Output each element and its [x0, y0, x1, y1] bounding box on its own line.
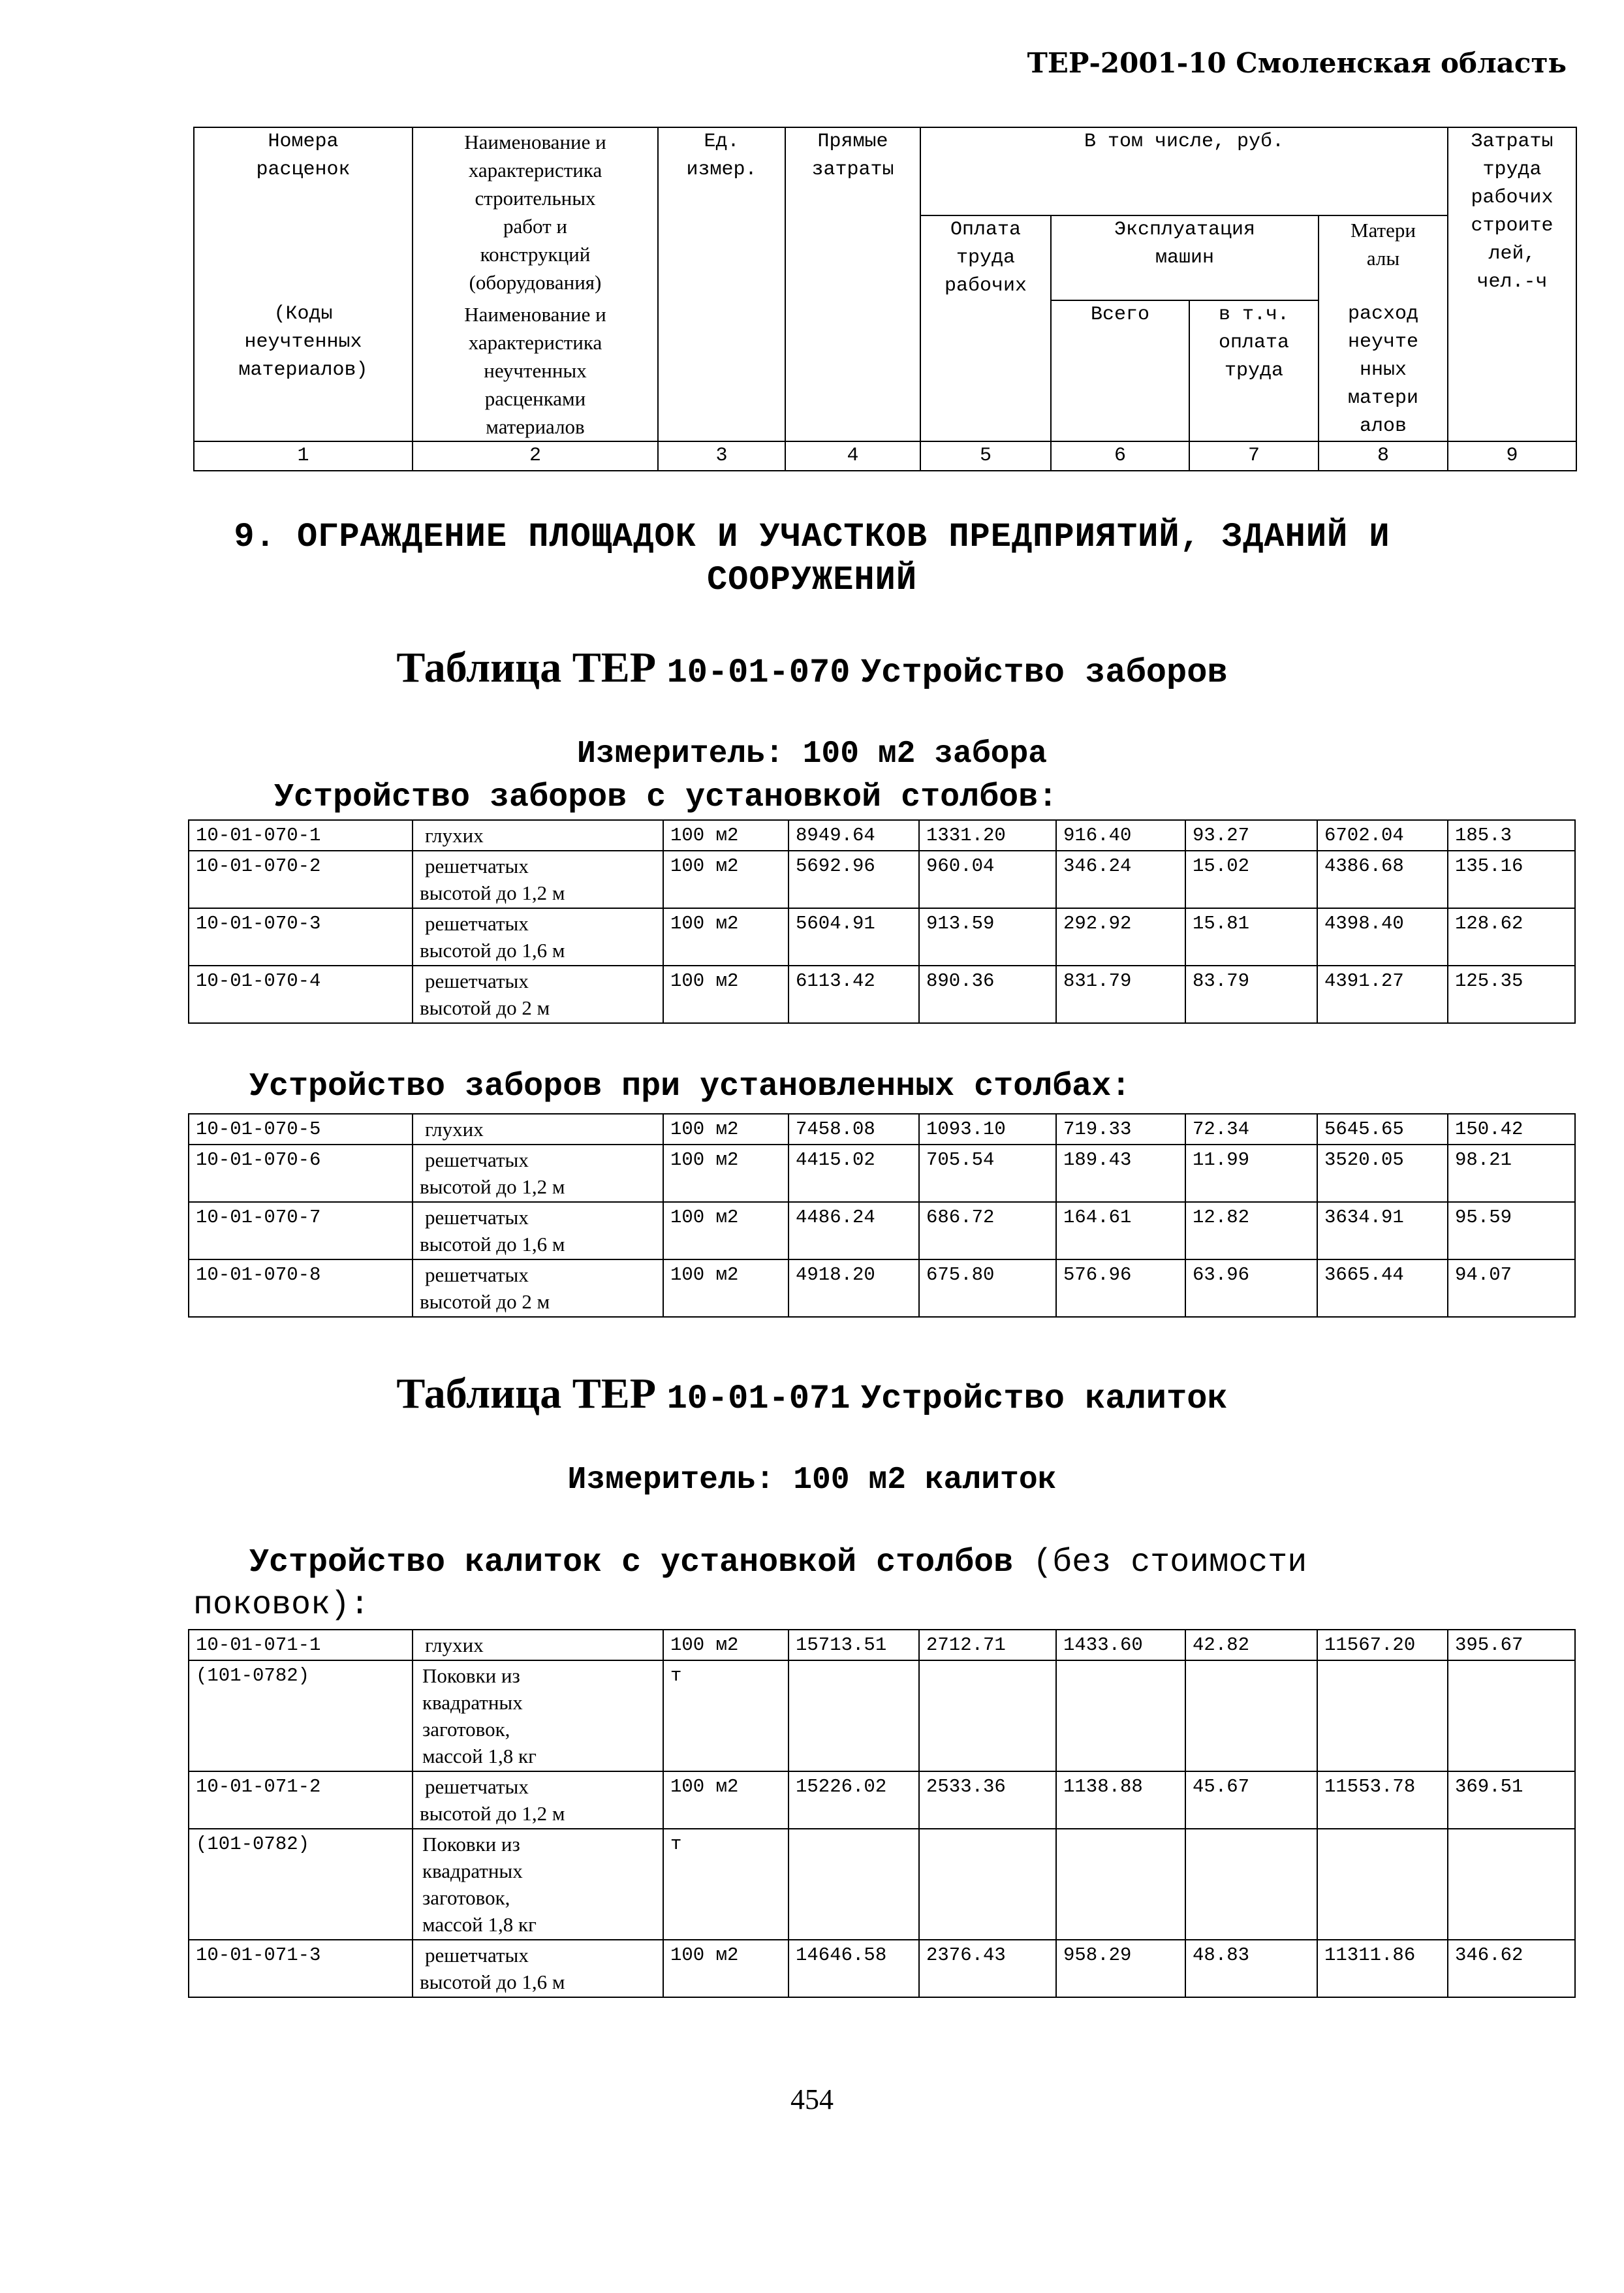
- column-number: 4: [785, 441, 920, 471]
- cell-code: 10-01-070-4: [189, 966, 413, 1023]
- column-number: 1: [194, 441, 413, 471]
- cell-unit: 100 м2: [663, 1114, 789, 1145]
- table-070-prefix: Таблица ТЕР: [396, 644, 657, 691]
- cell-unit: 100 м2: [663, 1145, 789, 1202]
- cell-name: [413, 1771, 663, 1829]
- header-line: неучтенных: [244, 331, 362, 353]
- header-line: характеристика: [468, 159, 602, 182]
- column-number: 2: [413, 441, 658, 471]
- cell-code: (101-0782): [189, 1660, 413, 1771]
- table-071-group-title: [249, 1544, 1307, 1581]
- name-line: решетчатых: [425, 855, 529, 878]
- cell-unit: 100 м2: [663, 1771, 789, 1829]
- cell-labor: 1093.10: [919, 1114, 1056, 1145]
- table-row: [189, 1259, 1575, 1317]
- name-line: квадратных: [422, 1691, 523, 1714]
- name-line: решетчатых: [425, 1775, 529, 1798]
- cell-name: [413, 908, 663, 966]
- name-line: глухих: [425, 824, 484, 847]
- cell-name: [413, 1202, 663, 1259]
- name-line: решетчатых: [425, 1206, 529, 1229]
- name-line: решетчатых: [425, 1944, 529, 1967]
- header-line: Наименование и: [464, 303, 606, 326]
- table-071-prefix: Таблица ТЕР: [396, 1370, 657, 1417]
- header-line: расход: [1347, 303, 1419, 325]
- cell-mat: 4398.40: [1317, 908, 1448, 966]
- cell-mach-labor: 45.67: [1185, 1771, 1317, 1829]
- table-071-group-title-rest: (без стоимости: [1013, 1544, 1307, 1581]
- cell-mach: [1056, 1660, 1185, 1771]
- cell-mach-labor: 93.27: [1185, 820, 1317, 851]
- header-line: строите: [1471, 215, 1554, 237]
- cell-labor: 1331.20: [919, 820, 1056, 851]
- cell-code: 10-01-070-6: [189, 1145, 413, 1202]
- column-number: 9: [1448, 441, 1576, 471]
- cell-name: [413, 851, 663, 908]
- cell-mach-labor: 11.99: [1185, 1145, 1317, 1202]
- cell-mach: 1138.88: [1056, 1771, 1185, 1829]
- cell-hours: 346.62: [1448, 1940, 1575, 1997]
- col2-bottom-header: [413, 300, 658, 441]
- cell-direct: 15713.51: [789, 1630, 919, 1660]
- table-071-meter: Измеритель: 100 м2 калиток: [567, 1463, 1057, 1498]
- header-line: Затраты: [1471, 131, 1554, 153]
- header-line: расценок: [256, 159, 351, 181]
- cell-hours: 150.42: [1448, 1114, 1575, 1145]
- table-070-group1: [188, 819, 1576, 1024]
- header-line: рабочих: [944, 275, 1027, 297]
- column-header-table: [193, 127, 1577, 471]
- cell-direct: 15226.02: [789, 1771, 919, 1829]
- exploit-header: [1051, 215, 1319, 300]
- cell-unit: 100 м2: [663, 1259, 789, 1317]
- header-line: алы: [1366, 247, 1400, 270]
- table-row: [189, 1630, 1575, 1660]
- column-number: 6: [1051, 441, 1189, 471]
- name-line: высотой до 1,2 м: [420, 1175, 565, 1198]
- cell-hours: 369.51: [1448, 1771, 1575, 1829]
- cell-hours: 135.16: [1448, 851, 1575, 908]
- cell-labor: 2376.43: [919, 1940, 1056, 1997]
- cell-labor: 913.59: [919, 908, 1056, 966]
- header-line: матери: [1347, 387, 1419, 409]
- cell-labor: 2712.71: [919, 1630, 1056, 1660]
- cell-direct: 4918.20: [789, 1259, 919, 1317]
- cell-name: [413, 1630, 663, 1660]
- col4-header: [785, 127, 920, 441]
- header-line: Оплата: [950, 219, 1022, 241]
- cell-code: 10-01-070-5: [189, 1114, 413, 1145]
- cell-mach: [1056, 1829, 1185, 1940]
- header-line: строительных: [475, 187, 596, 210]
- header-line: в т.ч.: [1218, 304, 1290, 326]
- table-071-title: [0, 1369, 1624, 1419]
- table-071-desc: Устройство калиток: [860, 1380, 1228, 1418]
- cell-mach-labor: 83.79: [1185, 966, 1317, 1023]
- cell-mat: 3634.91: [1317, 1202, 1448, 1259]
- cell-hours: 395.67: [1448, 1630, 1575, 1660]
- table-row: [189, 1660, 1575, 1771]
- cell-mat: 4386.68: [1317, 851, 1448, 908]
- cell-name: [413, 1660, 663, 1771]
- cell-unit: 100 м2: [663, 1630, 789, 1660]
- cell-mach: 346.24: [1056, 851, 1185, 908]
- cell-direct: [789, 1829, 919, 1940]
- table-071-group-title-line2-text: поковок):: [193, 1587, 370, 1624]
- cell-direct: 5692.96: [789, 851, 919, 908]
- column-number: 7: [1189, 441, 1319, 471]
- cell-mat: [1317, 1660, 1448, 1771]
- header-line: алов: [1359, 415, 1407, 437]
- cell-hours: [1448, 1660, 1575, 1771]
- name-line: решетчатых: [425, 912, 529, 935]
- col9-header: [1448, 127, 1576, 441]
- cell-code: 10-01-071-3: [189, 1940, 413, 1997]
- cell-mach: 719.33: [1056, 1114, 1185, 1145]
- cell-direct: 14646.58: [789, 1940, 919, 1997]
- column-number: 8: [1319, 441, 1448, 471]
- table-row: [189, 1771, 1575, 1829]
- cell-mat: 4391.27: [1317, 966, 1448, 1023]
- col5-header: [920, 215, 1051, 441]
- name-line: высотой до 1,2 м: [420, 881, 565, 904]
- cell-labor: 686.72: [919, 1202, 1056, 1259]
- header-line: нных: [1359, 359, 1407, 381]
- cell-mach: 1433.60: [1056, 1630, 1185, 1660]
- cell-labor: [919, 1660, 1056, 1771]
- section-title-line2: СООРУЖЕНИЙ: [706, 561, 918, 599]
- header-line: работ и: [503, 215, 567, 238]
- cell-unit: 100 м2: [663, 908, 789, 966]
- cell-code: 10-01-070-2: [189, 851, 413, 908]
- cell-mat: 3665.44: [1317, 1259, 1448, 1317]
- header-line: (Коды: [273, 303, 333, 325]
- name-line: решетчатых: [425, 1148, 529, 1171]
- name-line: высотой до 1,6 м: [420, 1970, 565, 1993]
- column-number: 3: [658, 441, 785, 471]
- cell-unit: 100 м2: [663, 820, 789, 851]
- cell-mat: [1317, 1829, 1448, 1940]
- cell-hours: 98.21: [1448, 1145, 1575, 1202]
- section-title: [0, 516, 1624, 602]
- table-070-meter: Измеритель: 100 м2 забора: [576, 736, 1048, 772]
- header-line: (оборудования): [469, 271, 602, 294]
- name-line: заготовок,: [422, 1886, 510, 1909]
- col1-top-header: [194, 127, 413, 300]
- header-line: затраты: [811, 159, 894, 181]
- table-row: [189, 1202, 1575, 1259]
- cell-direct: 5604.91: [789, 908, 919, 966]
- header-line: лей,: [1488, 243, 1536, 265]
- cell-labor: 890.36: [919, 966, 1056, 1023]
- header-line: труда: [1224, 360, 1283, 382]
- name-line: глухих: [425, 1634, 484, 1656]
- table-row: [189, 820, 1575, 851]
- cell-labor: 2533.36: [919, 1771, 1056, 1829]
- header-line: машин: [1155, 247, 1214, 269]
- cell-direct: 4415.02: [789, 1145, 919, 1202]
- header-line: рабочих: [1471, 187, 1554, 209]
- header-line: чел.-ч: [1476, 271, 1548, 293]
- header-line: Эксплуатация: [1114, 219, 1256, 241]
- cell-mach: 189.43: [1056, 1145, 1185, 1202]
- cell-unit: т: [663, 1660, 789, 1771]
- header-line: материалов): [238, 359, 368, 381]
- header-line: неучтенных: [484, 359, 587, 382]
- cell-mach-labor: 15.02: [1185, 851, 1317, 908]
- cell-name: [413, 1259, 663, 1317]
- col6-header: Всего: [1051, 300, 1189, 441]
- cell-mach-labor: [1185, 1829, 1317, 1940]
- header-line: неучте: [1347, 331, 1419, 353]
- cell-unit: 100 м2: [663, 966, 789, 1023]
- cell-code: 10-01-071-1: [189, 1630, 413, 1660]
- table-row: [189, 1114, 1575, 1145]
- header-line: оплата: [1218, 332, 1290, 354]
- cell-code: 10-01-070-1: [189, 820, 413, 851]
- table-071-rows: [188, 1629, 1576, 1998]
- cell-code: 10-01-070-8: [189, 1259, 413, 1317]
- cell-mach: 916.40: [1056, 820, 1185, 851]
- cell-direct: 4486.24: [789, 1202, 919, 1259]
- cell-mach-labor: [1185, 1660, 1317, 1771]
- column-number: 5: [920, 441, 1051, 471]
- cell-name: [413, 1940, 663, 1997]
- table-070-group1-title: Устройство заборов с установкой столбов:: [274, 779, 1058, 816]
- name-line: Поковки из: [422, 1833, 520, 1856]
- cell-mach-labor: 48.83: [1185, 1940, 1317, 1997]
- name-line: высотой до 1,2 м: [420, 1802, 565, 1825]
- cell-hours: 95.59: [1448, 1202, 1575, 1259]
- cell-name: [413, 820, 663, 851]
- cell-name: [413, 1145, 663, 1202]
- page-number: 454: [790, 2083, 834, 2115]
- cell-mach: 576.96: [1056, 1259, 1185, 1317]
- col2-top-header: [413, 127, 658, 300]
- header-line: труда: [1482, 159, 1542, 181]
- cell-hours: 94.07: [1448, 1259, 1575, 1317]
- table-070-code: 10-01-070: [666, 654, 851, 692]
- header-line: конструкций: [480, 243, 591, 266]
- cell-hours: 185.3: [1448, 820, 1575, 851]
- name-line: высотой до 1,6 м: [420, 939, 565, 962]
- col1-bottom-header: [194, 300, 413, 441]
- cell-code: 10-01-070-7: [189, 1202, 413, 1259]
- cell-labor: 705.54: [919, 1145, 1056, 1202]
- cell-mach: 958.29: [1056, 1940, 1185, 1997]
- cell-mach-labor: 72.34: [1185, 1114, 1317, 1145]
- name-line: квадратных: [422, 1859, 523, 1882]
- col3-header: [658, 127, 785, 441]
- name-line: высотой до 2 м: [420, 996, 550, 1019]
- table-row: [189, 908, 1575, 966]
- cell-hours: [1448, 1829, 1575, 1940]
- name-line: глухих: [425, 1118, 484, 1141]
- cell-unit: 100 м2: [663, 1940, 789, 1997]
- cell-direct: [789, 1660, 919, 1771]
- cell-mach-labor: 12.82: [1185, 1202, 1317, 1259]
- cell-name: [413, 1114, 663, 1145]
- name-line: Поковки из: [422, 1664, 520, 1687]
- cell-unit: т: [663, 1829, 789, 1940]
- cell-mach: 164.61: [1056, 1202, 1185, 1259]
- cell-mat: 3520.05: [1317, 1145, 1448, 1202]
- cell-code: (101-0782): [189, 1829, 413, 1940]
- cell-labor: [919, 1829, 1056, 1940]
- table-row: [189, 1145, 1575, 1202]
- cell-mat: 11311.86: [1317, 1940, 1448, 1997]
- header-line: расценками: [484, 387, 586, 410]
- cell-mat: 11567.20: [1317, 1630, 1448, 1660]
- col7-header: [1189, 300, 1319, 441]
- cell-labor: 960.04: [919, 851, 1056, 908]
- name-line: решетчатых: [425, 970, 529, 992]
- header-line: труда: [956, 247, 1015, 269]
- cell-mat: 5645.65: [1317, 1114, 1448, 1145]
- cell-name: [413, 1829, 663, 1940]
- cell-mat: 11553.78: [1317, 1771, 1448, 1829]
- cell-direct: 7458.08: [789, 1114, 919, 1145]
- table-070-group2: [188, 1113, 1576, 1318]
- name-line: решетчатых: [425, 1263, 529, 1286]
- name-line: высотой до 2 м: [420, 1290, 550, 1313]
- header-line: Прямые: [817, 131, 888, 153]
- table-070-desc: Устройство заборов: [860, 654, 1228, 692]
- cell-direct: 6113.42: [789, 966, 919, 1023]
- header-line: Наименование и: [464, 131, 606, 153]
- table-070-title: [0, 643, 1624, 693]
- table-071-code: 10-01-071: [666, 1380, 851, 1418]
- table-row: [189, 966, 1575, 1023]
- col8-bottom-header: [1319, 300, 1448, 441]
- cell-code: 10-01-070-3: [189, 908, 413, 966]
- name-line: заготовок,: [422, 1718, 510, 1741]
- header-line: характеристика: [468, 331, 602, 354]
- header-line: Матери: [1351, 219, 1416, 242]
- cell-code: 10-01-071-2: [189, 1771, 413, 1829]
- name-line: массой 1,8 кг: [422, 1913, 537, 1936]
- cell-unit: 100 м2: [663, 1202, 789, 1259]
- cell-mach-labor: 63.96: [1185, 1259, 1317, 1317]
- table-row: [189, 1829, 1575, 1940]
- cell-name: [413, 966, 663, 1023]
- table-row: [189, 851, 1575, 908]
- cell-mach: 292.92: [1056, 908, 1185, 966]
- cell-mat: 6702.04: [1317, 820, 1448, 851]
- table-071-group-title-bold: Устройство калиток с установкой столбов: [249, 1544, 1014, 1581]
- page-header: ТЕР-2001-10 Смоленская область: [1027, 47, 1567, 79]
- cell-labor: 675.80: [919, 1259, 1056, 1317]
- header-line: материалов: [486, 415, 585, 438]
- cell-mach-labor: 42.82: [1185, 1630, 1317, 1660]
- table-070-group2-title: Устройство заборов при установленных столбах:: [249, 1068, 1131, 1105]
- header-line: Номера: [268, 131, 339, 153]
- name-line: высотой до 1,6 м: [420, 1233, 565, 1256]
- table-row: [189, 1940, 1575, 1997]
- col8-top-header: [1319, 215, 1448, 300]
- name-line: массой 1,8 кг: [422, 1745, 537, 1767]
- header-line: Ед.: [704, 131, 740, 153]
- cell-mach-labor: 15.81: [1185, 908, 1317, 966]
- cell-mach: 831.79: [1056, 966, 1185, 1023]
- header-line: измер.: [686, 159, 757, 181]
- incl-header: В том числе, руб.: [920, 127, 1448, 215]
- table-071-group-title-line2: [193, 1587, 369, 1624]
- section-title-line1: 9. ОГРАЖДЕНИЕ ПЛОЩАДОК И УЧАСТКОВ ПРЕДПРИЯТИЙ, ЗДАНИЙ И: [234, 518, 1390, 556]
- cell-hours: 128.62: [1448, 908, 1575, 966]
- cell-direct: 8949.64: [789, 820, 919, 851]
- cell-unit: 100 м2: [663, 851, 789, 908]
- cell-hours: 125.35: [1448, 966, 1575, 1023]
